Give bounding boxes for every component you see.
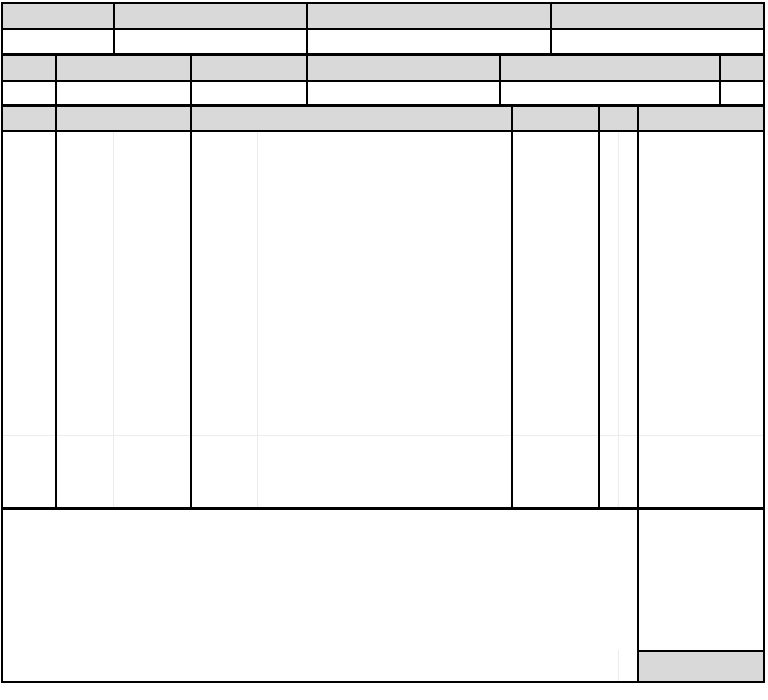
rule-v-r2-4 — [499, 54, 501, 106]
faint-guide-v-2 — [257, 132, 258, 507]
header2-label-cell-6 — [720, 56, 764, 80]
rule-v-r2-5 — [719, 54, 721, 106]
rule-v-items-5 — [637, 105, 639, 683]
header2-label-cell-5 — [500, 56, 720, 80]
header2-value-cell-2[interactable] — [56, 82, 191, 104]
items-col-header-5 — [599, 107, 638, 130]
rule-h-6 — [2, 507, 765, 510]
footer-total-label-cell — [638, 510, 764, 650]
footer-total-value-cell[interactable] — [638, 652, 764, 681]
rule-h-4 — [2, 104, 765, 107]
items-col-header-3 — [191, 107, 512, 130]
border-bottom — [2, 681, 765, 683]
rule-v-items-1 — [55, 105, 57, 509]
rule-v-r1-2 — [306, 2, 308, 54]
header2-value-cell-3[interactable] — [191, 82, 307, 104]
rule-v-r2-1 — [55, 54, 57, 106]
header2-label-cell-2 — [56, 56, 191, 80]
rule-h-5 — [2, 130, 765, 132]
header1-label-cell-3 — [308, 4, 551, 28]
rule-h-1 — [2, 28, 765, 30]
faint-guide-footer-v — [618, 650, 619, 681]
header2-label-cell-1 — [3, 56, 56, 80]
header2-value-cell-4[interactable] — [307, 82, 500, 104]
header1-value-cell-1[interactable] — [3, 30, 114, 53]
rule-h-3 — [2, 80, 765, 82]
faint-guide-v-1 — [113, 132, 114, 507]
header2-value-cell-6[interactable] — [720, 82, 764, 104]
header2-value-cell-1[interactable] — [3, 82, 56, 104]
items-table-body[interactable] — [3, 132, 764, 507]
header2-label-cell-3 — [191, 56, 307, 80]
rule-v-r1-3 — [550, 2, 552, 54]
border-top — [2, 2, 765, 4]
faint-guide-h-1 — [3, 435, 764, 436]
header2-value-cell-5[interactable] — [500, 82, 720, 104]
rule-v-r2-2 — [190, 54, 192, 106]
faint-guide-v-3 — [618, 132, 619, 507]
header2-label-cell-4 — [307, 56, 500, 80]
rule-v-items-2 — [190, 105, 192, 509]
header1-label-cell-1 — [3, 4, 114, 28]
header1-label-cell-4 — [551, 4, 764, 28]
items-col-header-4 — [512, 107, 599, 130]
rule-h-7 — [637, 650, 765, 652]
header1-label-cell-2 — [114, 4, 308, 28]
rule-v-r2-3 — [306, 54, 308, 106]
rule-v-items-4 — [598, 105, 600, 509]
rule-v-items-3 — [511, 105, 513, 509]
rule-v-r1-1 — [113, 2, 115, 54]
header1-value-cell-2[interactable] — [114, 30, 308, 53]
items-col-header-2 — [56, 107, 191, 130]
items-col-header-1 — [3, 107, 56, 130]
header1-value-cell-4[interactable] — [551, 30, 764, 53]
items-col-header-6 — [638, 107, 764, 130]
footer-notes[interactable] — [3, 510, 637, 681]
rule-h-2 — [2, 53, 765, 56]
header1-value-cell-3[interactable] — [308, 30, 551, 53]
